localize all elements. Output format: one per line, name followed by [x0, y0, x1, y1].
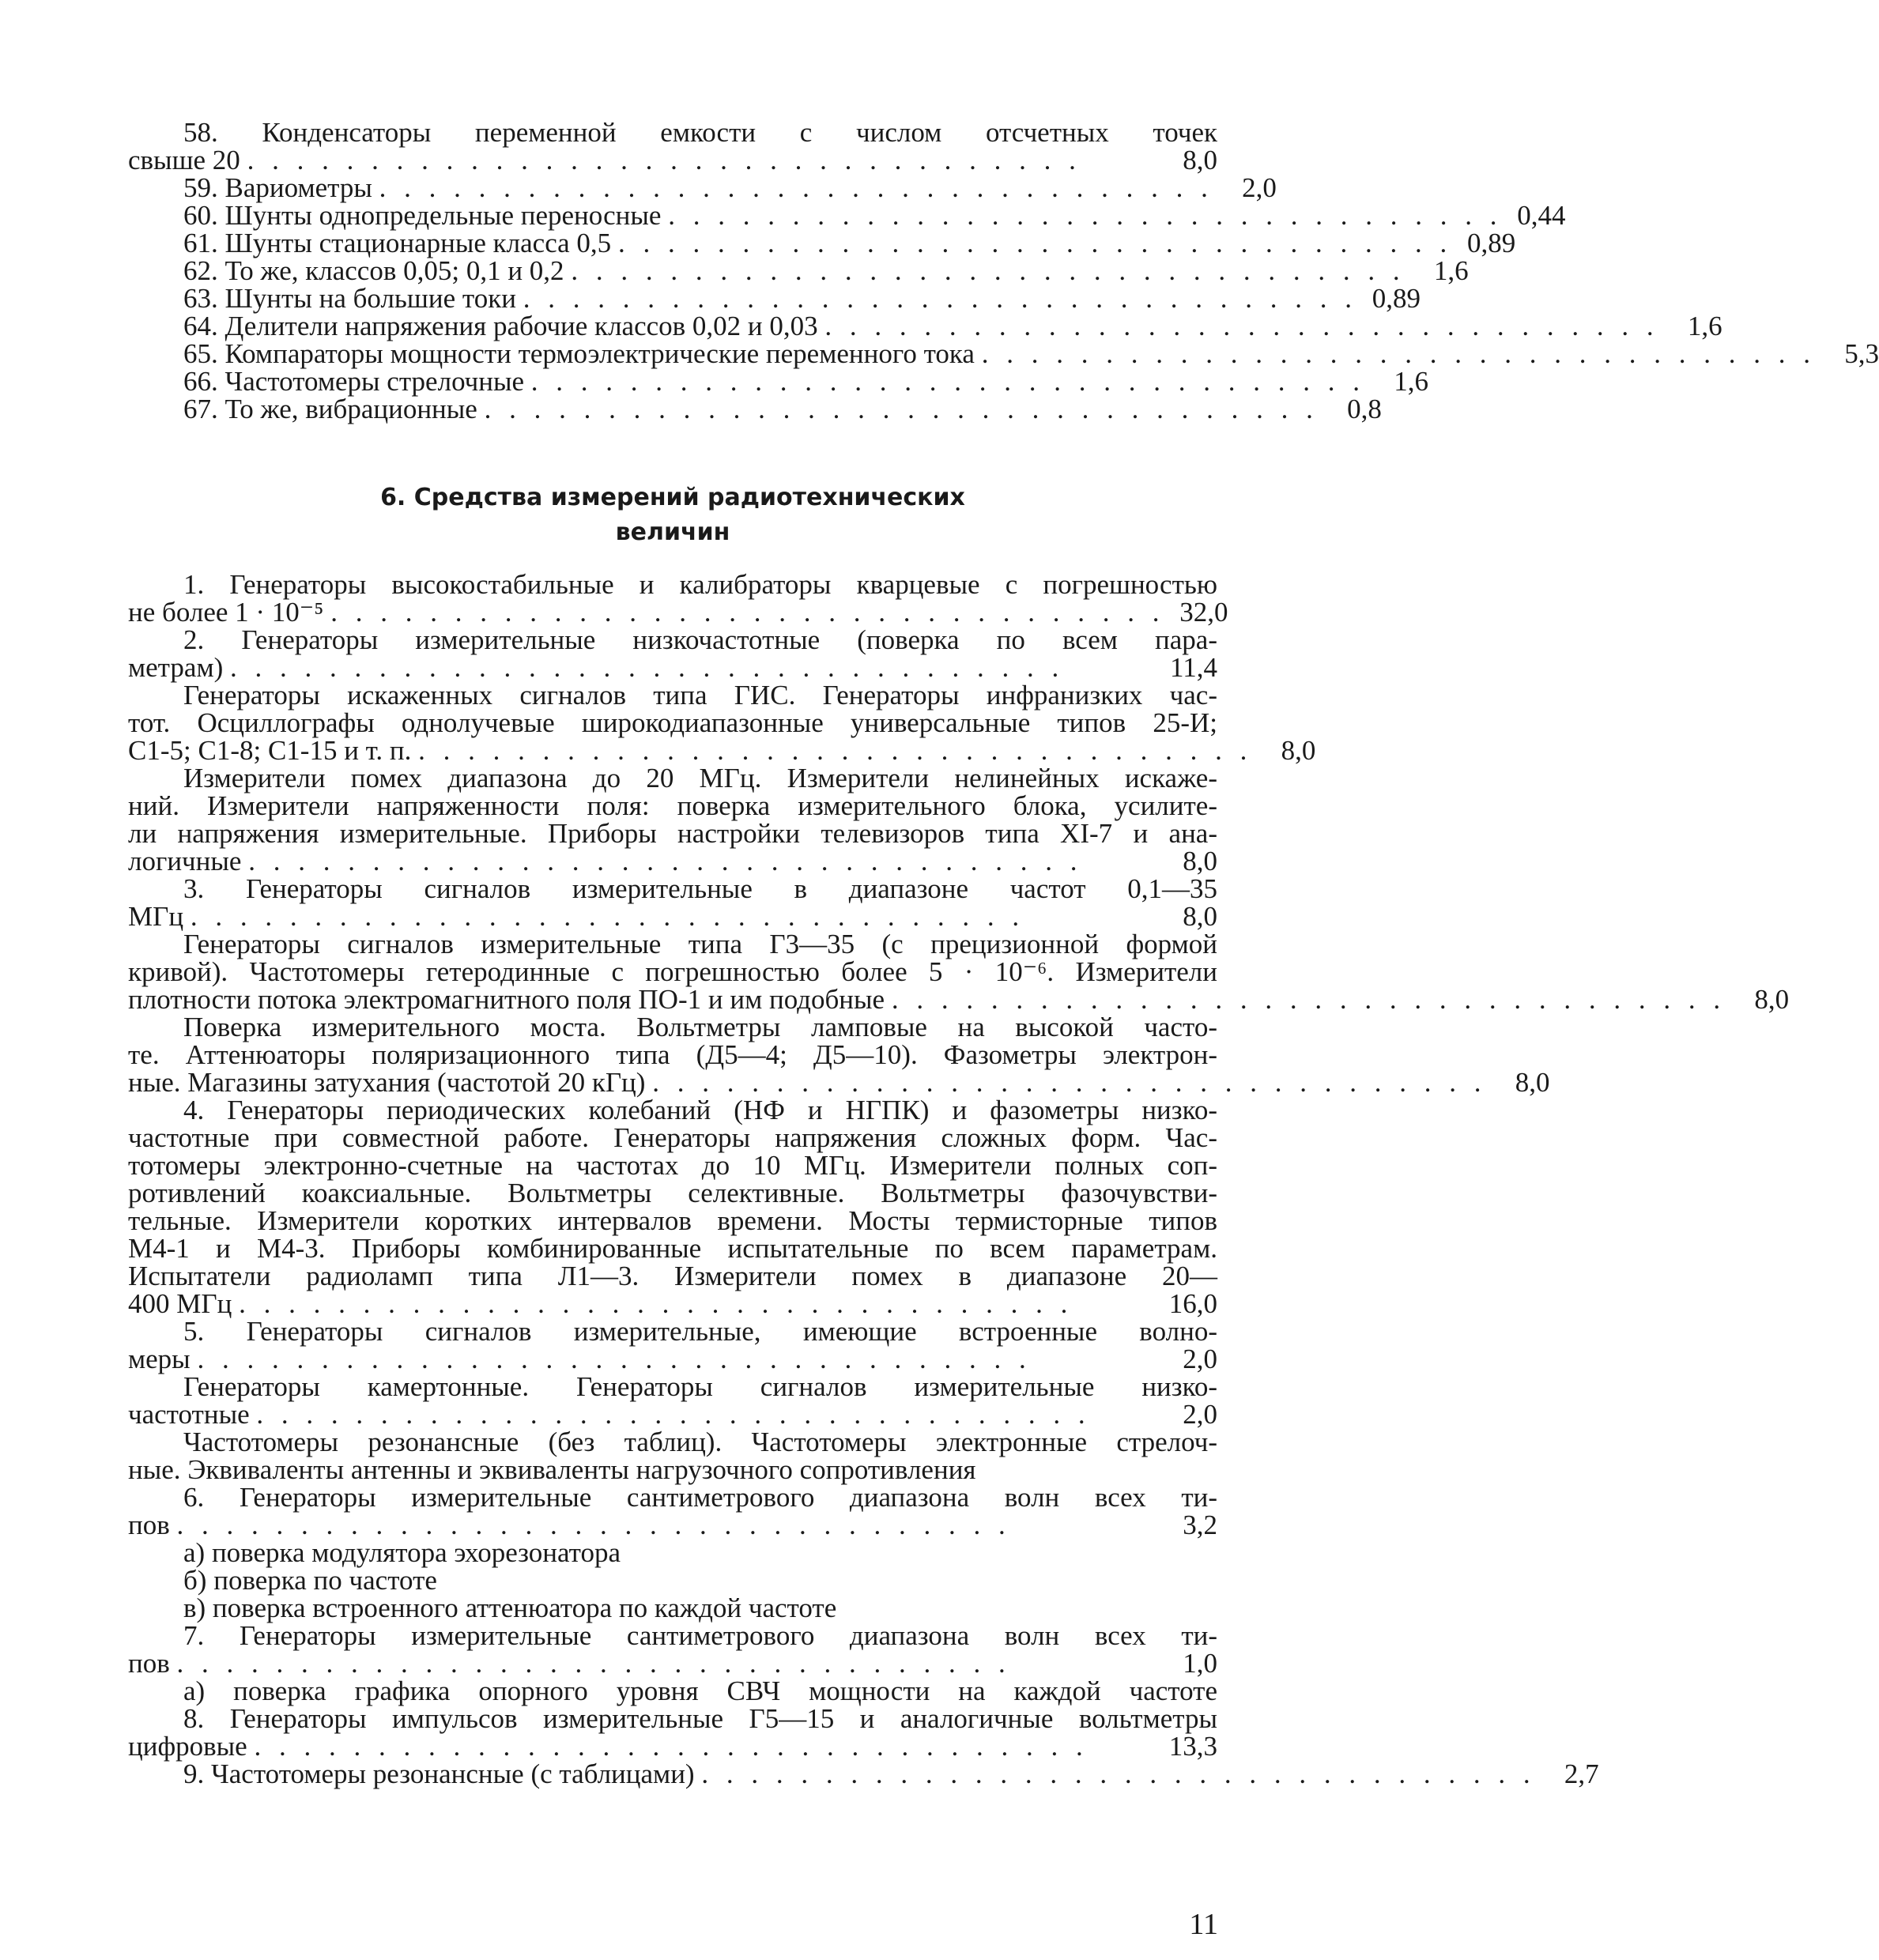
list-item-59: 59. Вариометры . . . . . . . . . . . . . . . . . . . . . . . . . . . . . . . . . . 2,0 — [183, 172, 1277, 203]
paragraph-14-line1: 8. Генераторы импульсов измерительные Г5—15 и аналогичные вольтметры — [183, 1703, 1217, 1734]
list-item-63: 63. Шунты на большие токи . . . . . . . . . . . . . . . . . . . . . . . . . . . . . . . . . . 0,89 — [183, 283, 1421, 314]
paragraph-6-line1: Генераторы сигналов измерительные типа Г3—35 (с прецизионной формой — [183, 929, 1217, 959]
list-item-60: 60. Шунты однопредельные переносные . . . . . . . . . . . . . . . . . . . . . . . . . . . . . . . . . . 0,44 — [183, 200, 1566, 231]
list-item-58-line1: 58. Конденсаторы переменной емкости с числом отсчетных точек — [183, 117, 1217, 148]
sub-item-c: в) поверка встроенного аттенюатора по каждой частоте — [183, 1592, 837, 1623]
list-item-value: 32,0 — [1179, 597, 1228, 628]
instrument-list-continued — [128, 117, 1879, 424]
list-item-value: 8,0 — [1183, 846, 1217, 876]
paragraph-10-line2: частотные . . . . . . . . . . . . . . . . . . . . . . . . . . . . . . . . . . 2,0 — [128, 1399, 1217, 1430]
paragraph-7-line1: Поверка измерительного моста. Вольтметры ламповые на высокой часто- — [183, 1012, 1217, 1042]
list-item-value: 2,0 — [1242, 172, 1277, 203]
list-item-value: 1,6 — [1394, 366, 1429, 397]
list-item-value: 0,44 — [1517, 200, 1566, 231]
list-item-value: 8,0 — [1183, 901, 1217, 932]
paragraph-8-line3: тотомеры электронно-счетные на частотах до 10 МГц. Измерители полных соп- — [128, 1150, 1217, 1181]
list-item-value: 3,2 — [1183, 1510, 1217, 1540]
paragraph-4-line2: ний. Измерители напряженности поля: поверка измерительного блока, усилите- — [128, 790, 1217, 821]
paragraph-12-line2: пов . . . . . . . . . . . . . . . . . . . . . . . . . . . . . . . . . . 3,2 — [128, 1510, 1217, 1540]
radio-instruments-list — [128, 569, 1790, 1789]
paragraph-7-line2: те. Аттенюаторы поляризационного типа (Д5—4; Д5—10). Фазометры электрон- — [128, 1039, 1217, 1070]
page-number: 11 — [1189, 1908, 1218, 1941]
list-item-66: 66. Частотомеры стрелочные . . . . . . . . . . . . . . . . . . . . . . . . . . . . . . . . . . 1,6 — [183, 366, 1429, 397]
list-item-58-line2: свыше 20 . . . . . . . . . . . . . . . . . . . . . . . . . . . . . . . . . . 8,0 — [128, 145, 1217, 175]
paragraph-2-line1: 2. Генераторы измерительные низкочастотные (поверка по всем пара- — [183, 624, 1217, 655]
paragraph-3-line2: тот. Осциллографы однолучевые широкодиапазонные универсальные типов 25-И; — [128, 707, 1217, 738]
paragraph-12-line1: 6. Генераторы измерительные сантиметрового диапазона волн всех ти- — [183, 1482, 1217, 1513]
list-item-value: 8,0 — [1183, 145, 1217, 175]
sub-item-a: а) поверка модулятора эхорезонатора — [183, 1537, 621, 1568]
paragraph-8-line8: 400 МГц . . . . . . . . . . . . . . . . . . . . . . . . . . . . . . . . . . 16,0 — [128, 1288, 1217, 1319]
paragraph-4-line3: ли напряжения измерительные. Приборы настройки телевизоров типа XI-7 и ана- — [128, 818, 1217, 849]
paragraph-4-line4: логичные . . . . . . . . . . . . . . . . . . . . . . . . . . . . . . . . . . 8,0 — [128, 846, 1217, 876]
list-item-value: 8,0 — [1754, 984, 1790, 1015]
paragraph-8-line1: 4. Генераторы периодических колебаний (НФ и НГПК) и фазометры низко- — [183, 1095, 1217, 1125]
sub-item-b: б) поверка по частоте — [183, 1565, 437, 1596]
paragraph-6-line2: кривой). Частотомеры гетеродинные с погрешностью более 5 · 10⁻⁶. Измерители — [128, 956, 1217, 987]
paragraph-7-line3: ные. Магазины затухания (частотой 20 кГц) . . . . . . . . . . . . . . . . . . . . . . . . . . . . . . . . . . 8,0 — [128, 1067, 1550, 1098]
section-heading-line2: величин — [615, 518, 730, 546]
paragraph-1-line2: не более 1 · 10⁻⁵ . . . . . . . . . . . . . . . . . . . . . . . . . . . . . . . . . . 32,0 — [128, 597, 1228, 628]
paragraph-14-line2: цифровые . . . . . . . . . . . . . . . . . . . . . . . . . . . . . . . . . . 13,3 — [128, 1731, 1217, 1762]
list-item-value: 0,8 — [1347, 394, 1382, 424]
list-item-61: 61. Шунты стационарные класса 0,5 . . . . . . . . . . . . . . . . . . . . . . . . . . . . . . . . . . 0,89 — [183, 228, 1516, 258]
section-heading-line1: 6. Средства измерений радиотехнических — [380, 484, 965, 511]
list-item-value: 8,0 — [1281, 735, 1316, 766]
list-item-value: 13,3 — [1168, 1731, 1217, 1762]
paragraph-3-line1: Генераторы искаженных сигналов типа ГИС. Генераторы инфранизких час- — [183, 680, 1217, 710]
list-item-value: 8,0 — [1515, 1067, 1550, 1098]
paragraph-1-line1: 1. Генераторы высокостабильные и калибраторы кварцевые с погрешностью — [183, 569, 1217, 600]
paragraph-11-line2: ные. Эквиваленты антенны и эквиваленты нагрузочного сопротивления — [128, 1454, 976, 1485]
list-item-value: 5,3 — [1844, 338, 1879, 369]
list-item-value: 2,0 — [1183, 1399, 1217, 1430]
paragraph-10-line1: Генераторы камертонные. Генераторы сигналов измерительные низко- — [183, 1371, 1217, 1402]
paragraph-8-line4: ротивлений коаксиальные. Вольтметры селективные. Вольтметры фазочувстви- — [128, 1178, 1217, 1208]
paragraph-15: 9. Частотомеры резонансные (с таблицами) . . . . . . . . . . . . . . . . . . . . . . . . . . . . . . . . . . 2,7 — [183, 1758, 1599, 1789]
list-item-value: 0,89 — [1372, 283, 1421, 314]
list-item-value: 1,6 — [1433, 255, 1469, 286]
list-item-67: 67. То же, вибрационные . . . . . . . . . . . . . . . . . . . . . . . . . . . . . . . . . . 0,8 — [183, 394, 1382, 424]
list-item-value: 2,0 — [1183, 1344, 1217, 1374]
list-item-value: 0,89 — [1466, 228, 1516, 258]
list-item-value: 16,0 — [1168, 1288, 1217, 1319]
list-item-value: 1,6 — [1687, 311, 1722, 341]
paragraph-8-line2: частотные при совместной работе. Генераторы напряжения сложных форм. Час- — [128, 1122, 1217, 1153]
paragraph-3-line3: С1-5; С1-8; С1-15 и т. п. . . . . . . . . . . . . . . . . . . . . . . . . . . . . . . . . . . 8,0 — [128, 735, 1316, 766]
paragraph-9-line1: 5. Генераторы сигналов измерительные, имеющие встроенные волно- — [183, 1316, 1217, 1347]
list-item-value: 2,7 — [1564, 1758, 1599, 1789]
sub-item-a: а) поверка графика опорного уровня СВЧ мощности на каждой частоте — [183, 1675, 1217, 1706]
paragraph-11-line1: Частотомеры резонансные (без таблиц). Частотомеры электронные стрелоч- — [183, 1427, 1217, 1457]
list-item-62: 62. То же, классов 0,05; 0,1 и 0,2 . . . . . . . . . . . . . . . . . . . . . . . . . . . . . . . . . . 1,6 — [183, 255, 1469, 286]
paragraph-4-line1: Измерители помех диапазона до 20 МГц. Измерители нелинейных искаже- — [183, 763, 1217, 793]
paragraph-13-line1: 7. Генераторы измерительные сантиметрового диапазона волн всех ти- — [183, 1620, 1217, 1651]
list-item-65: 65. Компараторы мощности термоэлектрические переменного тока . . . . . . . . . . . . . . . . . . . . . . . . . . . . . . . . . . 5,3 — [183, 338, 1879, 369]
paragraph-5-line1: 3. Генераторы сигналов измерительные в диапазоне частот 0,1—35 — [183, 873, 1217, 904]
paragraph-5-line2: МГц . . . . . . . . . . . . . . . . . . . . . . . . . . . . . . . . . . 8,0 — [128, 901, 1217, 932]
paragraph-8-line6: М4-1 и М4-3. Приборы комбинированные испытательные по всем параметрам. — [128, 1233, 1217, 1264]
list-item-64: 64. Делители напряжения рабочие классов 0,02 и 0,03 . . . . . . . . . . . . . . . . . . . . . . . . . . . . . . . . . . 1,6 — [183, 311, 1722, 341]
paragraph-6-line3: плотности потока электромагнитного поля ПО-1 и им подобные . . . . . . . . . . . . . . . . . . . . . . . . . . . . . . . . . . 8,0 — [128, 984, 1790, 1015]
section-heading — [128, 481, 1217, 550]
paragraph-2-line2: метрам) . . . . . . . . . . . . . . . . . . . . . . . . . . . . . . . . . . 11,4 — [128, 652, 1217, 683]
list-item-value: 1,0 — [1183, 1648, 1217, 1679]
paragraph-13-line2: пов . . . . . . . . . . . . . . . . . . . . . . . . . . . . . . . . . . 1,0 — [128, 1648, 1217, 1679]
paragraph-8-line7: Испытатели радиоламп типа Л1—3. Измерители помех в диапазоне 20— — [128, 1261, 1217, 1291]
list-item-value: 11,4 — [1170, 652, 1217, 683]
paragraph-8-line5: тельные. Измерители коротких интервалов времени. Мосты термисторные типов — [128, 1205, 1217, 1236]
paragraph-9-line2: меры . . . . . . . . . . . . . . . . . . . . . . . . . . . . . . . . . . 2,0 — [128, 1344, 1217, 1374]
